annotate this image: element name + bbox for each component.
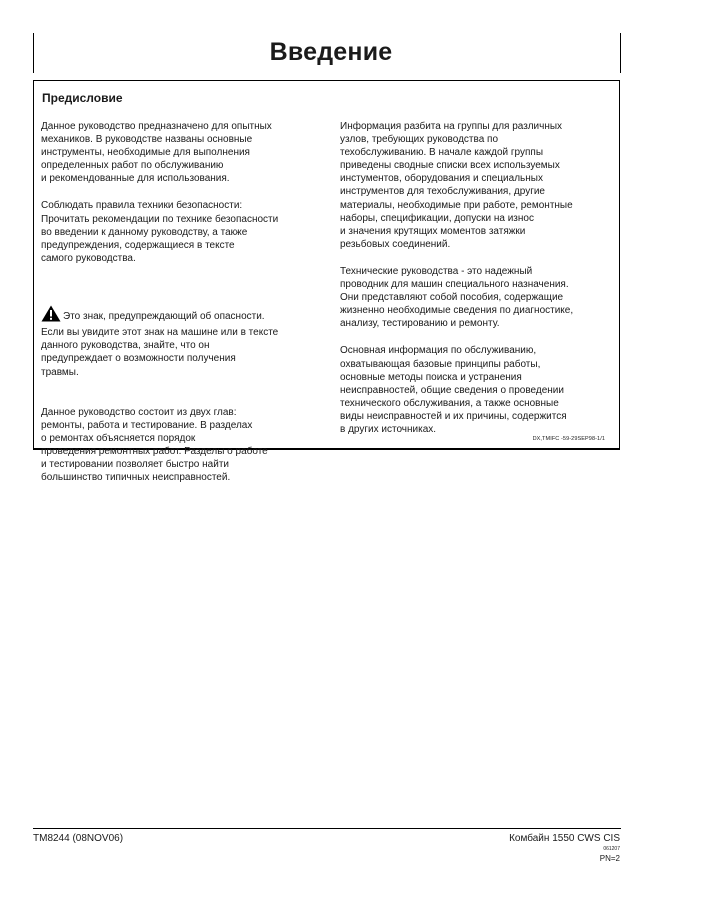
page-title: Введение	[269, 38, 393, 66]
warning-text: Если вы увидите этот знак на машине или в тексте данного руководства, знайте, что он предупреждает о возможности получения травмы.	[41, 327, 279, 378]
foreword-box	[33, 80, 620, 484]
paragraph-safety: Соблюдать правила техники безопасности: Прочитать рекомендации по технике безопасности во введении к данному руководству, а также предупреждения, содержащиеся в тексте самого руководства.	[41, 200, 279, 264]
footer-rule	[33, 828, 621, 829]
paragraph-purpose: Данное руководство предназначено для опытных механиков. В руководстве названы основные инструменты, необходимые для выполнения определенных работ по обслуживанию и рекомендованные для использования.	[41, 121, 272, 185]
section-heading: Предисловие	[42, 91, 123, 105]
product-name: Комбайн 1550 CWS CIS	[509, 833, 620, 844]
page-number: PN=2	[599, 854, 620, 863]
paragraph-groups: Информация разбита на группы для различных узлов, требующих руководства по техобслуживанию. В начале каждой группы приведены сводные списки всех используемых инстументов, оборудования и специальных инструментов для техобслуживания, другие материалы, необходимые при работе, ремонтные наборы, спецификации, допуски на износ и значения крутящих моментов затяжки резьбовых соединений.	[340, 121, 573, 250]
reference-code: DX,TMIFC -59-29SEP98-1/1	[532, 436, 605, 442]
date-code: 061207	[603, 846, 620, 852]
paragraph-warning	[41, 279, 301, 392]
warning-first-line: Это знак, предупреждающий об опасности.	[63, 311, 265, 323]
paragraph-technical-manuals: Технические руководства - это надежный проводник для машин специального назначения. Они представляют собой пособия, содержащие жизненно необходимые сведения по диагностике, анализу, тестированию и ремонту.	[340, 265, 574, 330]
manual-id: TM8244 (08NOV06)	[33, 833, 124, 844]
paragraph-structure: Данное руководство состоит из двух глав: ремонты, работа и тестирование. В разделах о ремонтах объясняется порядок проведения ремонтных работ. Разделы о работе и тестировании позволяет быстро найти большинство типичных неисправностей.	[41, 406, 268, 484]
right-column	[340, 120, 610, 450]
left-column	[41, 120, 301, 498]
warning-triangle-icon	[41, 292, 61, 326]
paragraph-basic-info: Основная информация по обслуживанию, охватывающая базовые принципы работы, основные методы поиска и устранения неисправностей, общие сведения о проведении технического обслуживания, а также основные виды неисправностей и их причины, содержится в других источниках.	[340, 345, 567, 435]
